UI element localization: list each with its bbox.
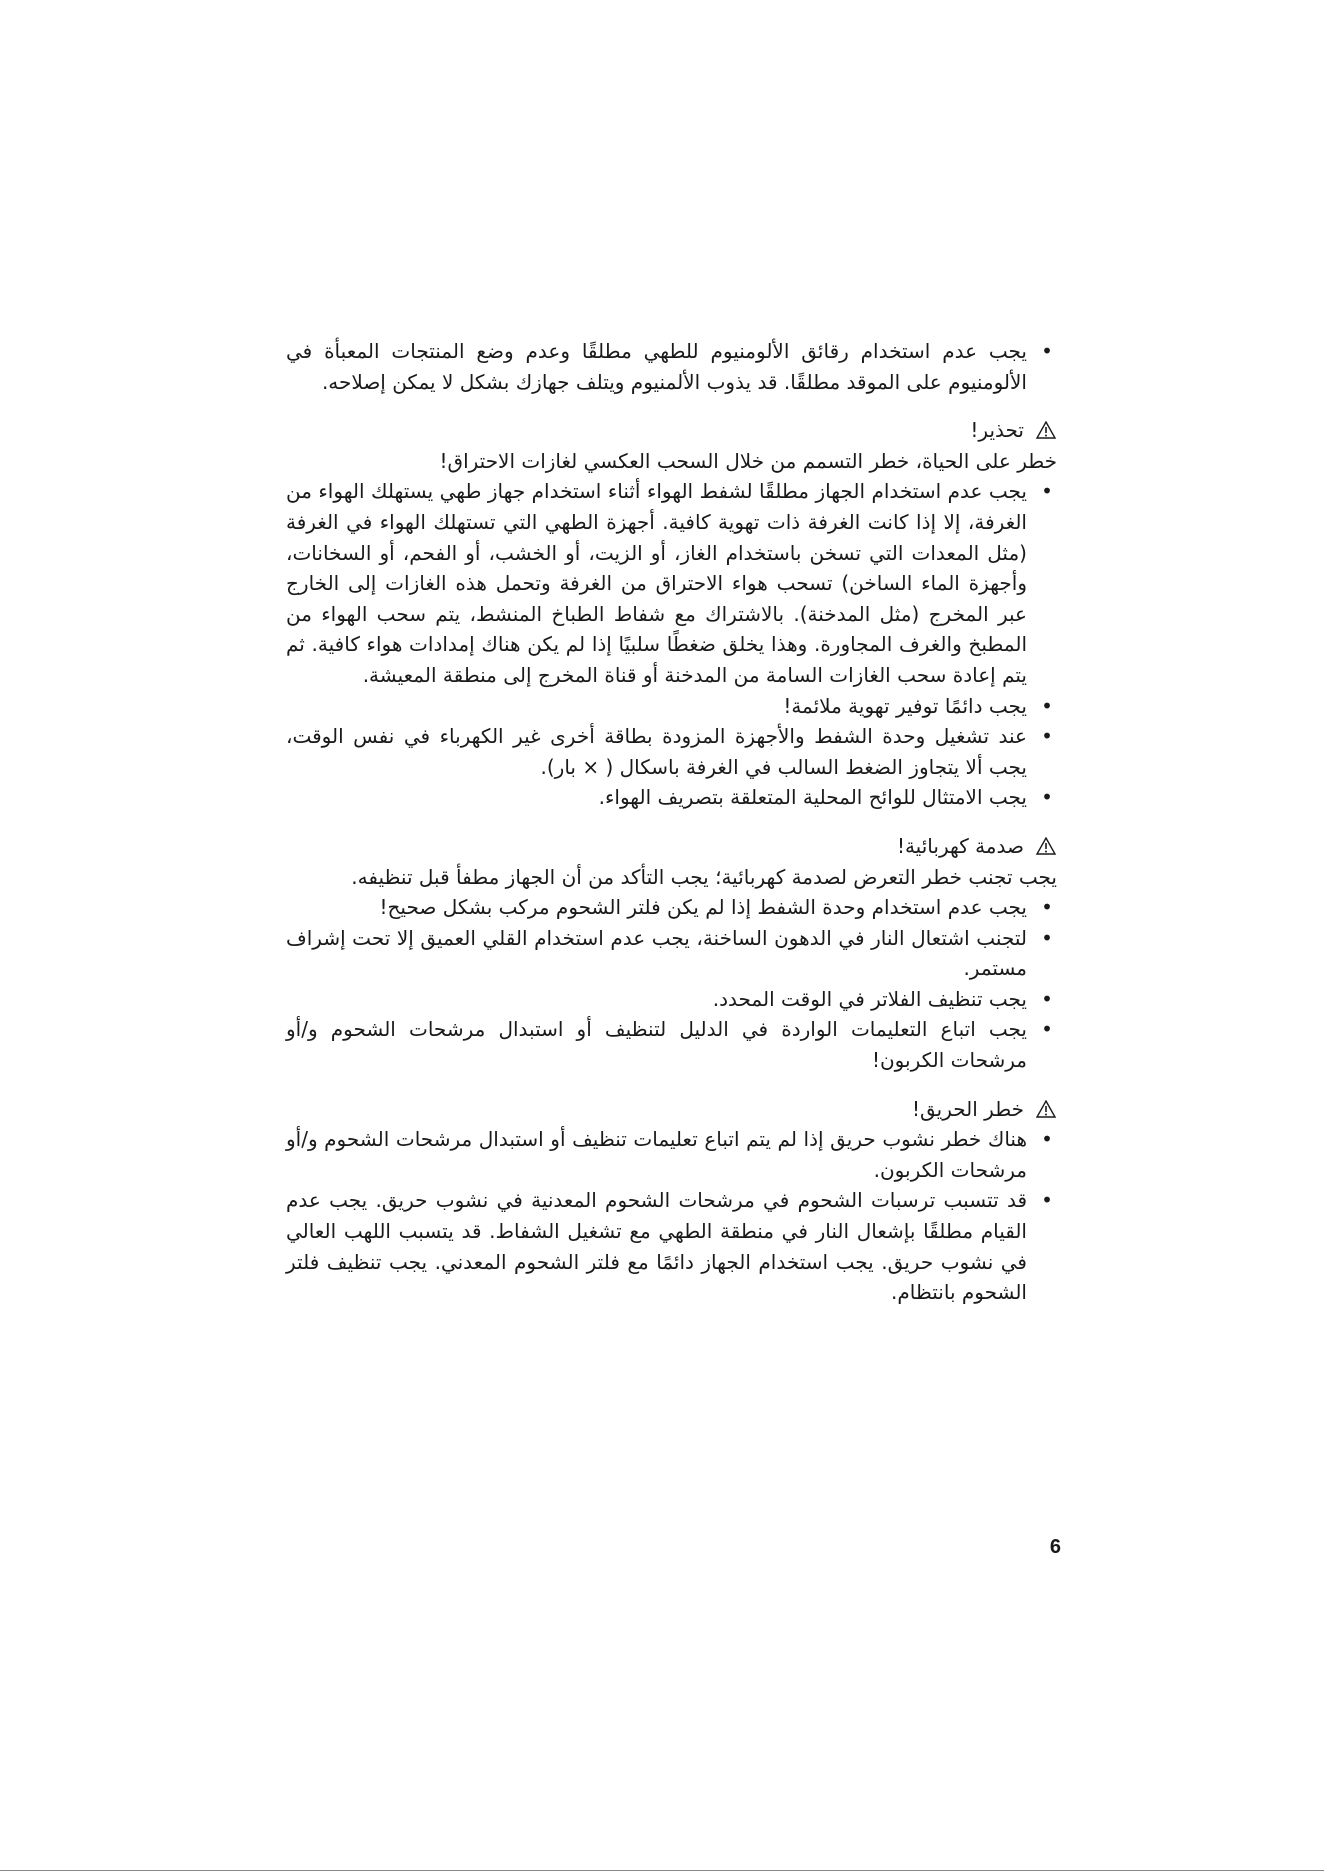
- warning-section: [286, 415, 1057, 813]
- list-item: • عند تشغيل وحدة الشفط والأجهزة المزودة بطاقة أخرى غير الكهرباء في نفس الوقت، يجب ألا يتجاوز الضغط السالب في الغرفة باسكال ( × بار).: [286, 721, 1027, 782]
- list-item: • يجب تنظيف الفلاتر في الوقت المحدد.: [286, 984, 1027, 1015]
- warning-triangle-icon: [1036, 421, 1056, 439]
- aluminium-bullets: [286, 336, 1057, 397]
- warning-intro: خطر على الحياة، خطر التسمم من خلال السحب العكسي لغازات الاحتراق!: [439, 448, 1057, 473]
- bottom-divider: [0, 1870, 1324, 1871]
- warning-triangle-icon: [1036, 837, 1056, 855]
- list-item: • يجب عدم استخدام الجهاز مطلقًا لشفط الهواء أثناء استخدام جهاز طهي يستهلك الهواء من الغرفة، إلا إذا كانت الغرفة ذات تهوية كافية. أجهزة الطهي التي تستهلك الهواء في الغرفة (مثل المعدات التي تسخن باستخدام الغاز، أو الزيت، أو الخشب، أو الفحم، أو السخانات، وأجهزة الماء الساخن) تسحب هواء الاحتراق من الغرفة وتحمل هذه الغازات إلى الخارج عبر المخرج (مثل المدخنة). بالاشتراك مع شفاط الطباخ المنشط، يتم سحب الهواء من المطبخ والغرف المجاورة. وهذا يخلق ضغطًا سلبيًا إذا لم يكن هناك إمدادات هواء كافية. ثم يتم إعادة سحب الغازات السامة من المدخنة أو قناة المخرج إلى منطقة المعيشة.: [286, 476, 1027, 690]
- list-item: • يجب عدم استخدام وحدة الشفط إذا لم يكن فلتر الشحوم مركب بشكل صحيح!: [286, 892, 1027, 923]
- list-item: • يجب عدم استخدام رقائق الألومنيوم للطهي مطلقًا وعدم وضع المنتجات المعبأة في الألومنيوم على الموقد مطلقًا. قد يذوب الألمنيوم ويتلف جهازك بشكل لا يمكن إصلاحه.: [286, 336, 1027, 397]
- page-number: 6: [1049, 1536, 1061, 1558]
- fire-bullets: [286, 1124, 1057, 1308]
- list-item: • يجب الامتثال للوائح المحلية المتعلقة بتصريف الهواء.: [286, 782, 1027, 813]
- list-item: • لتجنب اشتعال النار في الدهون الساخنة، يجب عدم استخدام القلي العميق إلا تحت إشراف مستمر.: [286, 923, 1027, 984]
- aluminium-section: [286, 336, 1057, 397]
- shock-heading: [286, 831, 1057, 862]
- document-body: [286, 336, 1057, 1326]
- shock-heading-text: صدمة كهربائية!: [896, 833, 1024, 858]
- fire-heading-text: خطر الحريق!: [911, 1096, 1024, 1121]
- shock-bullets: [286, 892, 1057, 1076]
- list-item: • يجب دائمًا توفير تهوية ملائمة!: [286, 691, 1027, 722]
- warning-triangle-icon: [1036, 1100, 1056, 1118]
- list-item: • هناك خطر نشوب حريق إذا لم يتم اتباع تعليمات تنظيف أو استبدال مرشحات الشحوم و/أو مرشحات الكربون.: [286, 1124, 1027, 1185]
- fire-heading: [286, 1094, 1057, 1125]
- fire-hazard-section: [286, 1094, 1057, 1308]
- list-item: • قد تتسبب ترسبات الشحوم في مرشحات الشحوم المعدنية في نشوب حريق. يجب عدم القيام مطلقًا بإشعال النار في منطقة الطهي مع تشغيل الشفاط. قد يتسبب اللهب العالي في نشوب حريق. يجب استخدام الجهاز دائمًا مع فلتر الشحوم المعدني. يجب تنظيف فلتر الشحوم بانتظام.: [286, 1185, 1027, 1307]
- warning-heading-text: تحذير!: [970, 418, 1024, 443]
- electric-shock-section: [286, 831, 1057, 1076]
- warning-bullets: [286, 476, 1057, 813]
- shock-intro: يجب تجنب خطر التعرض لصدمة كهربائية؛ يجب التأكد من أن الجهاز مطفأ قبل تنظيفه.: [351, 864, 1057, 889]
- list-item: • يجب اتباع التعليمات الواردة في الدليل لتنظيف أو استبدال مرشحات الشحوم و/أو مرشحات الكربون!: [286, 1014, 1027, 1075]
- warning-heading: [286, 415, 1057, 446]
